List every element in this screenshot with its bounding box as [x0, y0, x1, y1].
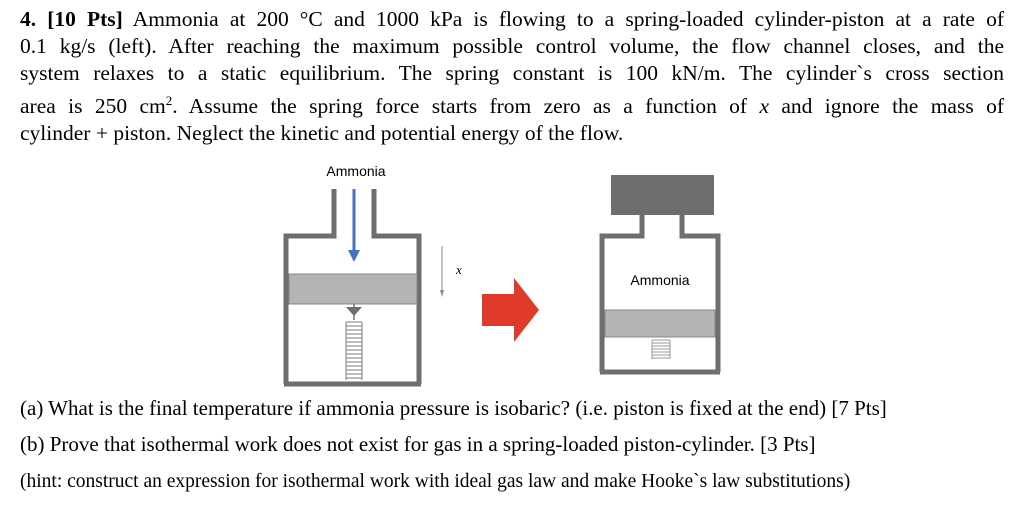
- inlet-pipe-left-wall: [286, 189, 334, 384]
- left-inlet-label: Ammonia: [326, 163, 386, 179]
- problem-text-4b: . Assume the spring force starts from zero as a function of: [172, 94, 760, 119]
- problem-statement: [20, 6, 1004, 147]
- right-spring-compressed: [652, 340, 670, 359]
- question-a: (a) What is the final temperature if ammonia pressure is isobaric? (i.e. piston is fixed at the end) [7 Pts]: [20, 396, 887, 420]
- left-piston: [289, 274, 417, 304]
- displacement-arrow-head: [440, 290, 444, 297]
- left-spring: [346, 322, 362, 380]
- right-cylinder-diagram: [600, 175, 720, 372]
- problem-line-1: [20, 6, 1004, 33]
- displacement-label: x: [456, 262, 462, 277]
- question-b: (b) Prove that isothermal work does not exist for gas in a spring-loaded piston-cylinder. [3 Pts]: [20, 432, 816, 456]
- process-arrow: [482, 278, 539, 342]
- right-gas-label: Ammonia: [630, 272, 690, 288]
- problem-text-1: Ammonia at 200 °C and 1000 kPa is flowing to a spring-loaded cylinder-piston at a rate of: [132, 7, 1004, 31]
- problem-text-4c: and ignore the mass of: [769, 94, 1004, 119]
- problem-text-4a: area is 250 cm: [20, 94, 166, 119]
- problem-number: 4. [10 Pts]: [20, 7, 123, 31]
- hint-text: (hint: construct an expression for isothermal work with ideal gas law and make Hooke`s law substitutions): [20, 471, 851, 492]
- flow-arrow-head: [348, 250, 360, 262]
- problem-line-3: system relaxes to a static equilibrium. The spring constant is 100 kN/m. The cylinder`s cross section: [20, 61, 1004, 85]
- weight-block: [611, 175, 714, 215]
- problem-line-4: [20, 87, 1004, 120]
- problem-line-5: cylinder + piston. Neglect the kinetic and potential energy of the flow.: [20, 121, 624, 146]
- right-piston: [605, 310, 715, 337]
- area-exponent: 2: [165, 93, 173, 108]
- inlet-pipe-right-wall: [374, 189, 419, 384]
- problem-line-2: 0.1 kg/s (left). After reaching the maximum possible control volume, the flow channel closes, and the: [20, 34, 1004, 58]
- stem-left-wall: [602, 215, 642, 372]
- stem-right-wall: [682, 215, 718, 372]
- spring-mount: [346, 307, 362, 316]
- left-cylinder-diagram: [284, 163, 462, 384]
- variable-x: x: [759, 94, 770, 119]
